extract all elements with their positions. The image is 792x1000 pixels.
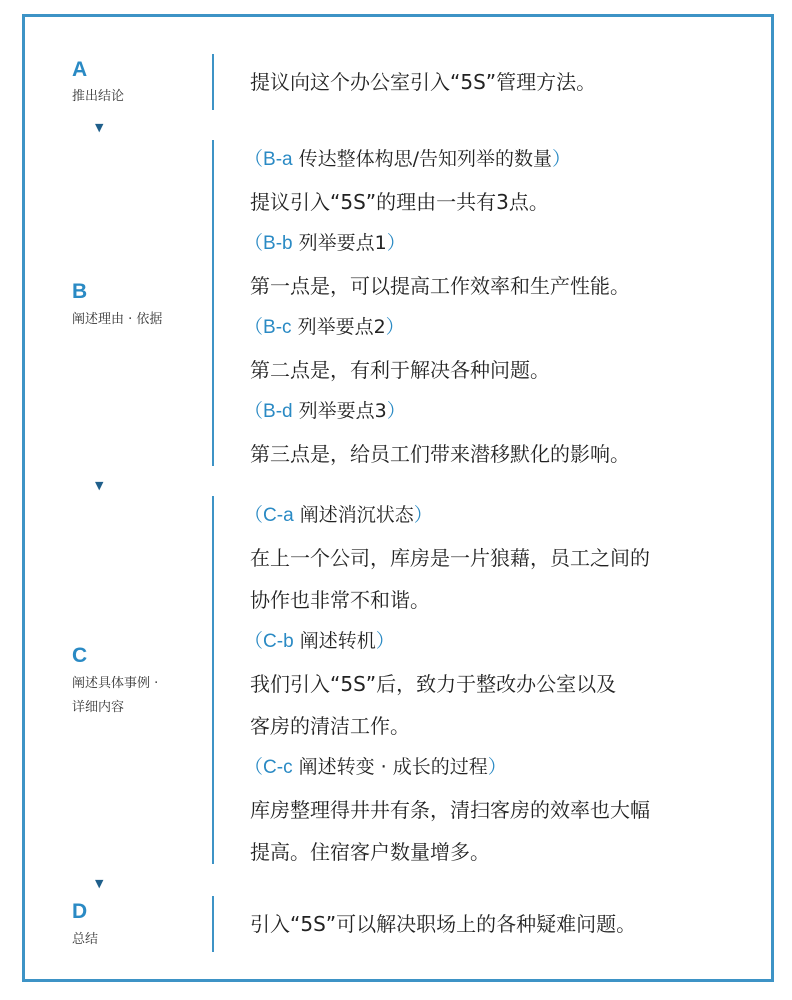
b-a-text: 提议引入“5S”的理由一共有3点。 bbox=[250, 190, 549, 214]
c-b-text-line1: 我们引入“5S”后，致力于整改办公室以及 bbox=[250, 672, 617, 696]
b-b-text: 第一点是，可以提高工作效率和生产性能。 bbox=[250, 274, 630, 298]
section-c-label-line2: 详细内容 bbox=[72, 700, 125, 715]
section-c-divider bbox=[212, 496, 214, 864]
c-b-subheading: （C-b 阐述转机） bbox=[244, 630, 395, 652]
c-a-text-line2: 协作也非常不和谐。 bbox=[250, 588, 430, 612]
section-a-label: 推出结论 bbox=[72, 89, 125, 104]
section-d-letter: D bbox=[72, 900, 88, 923]
section-d-label: 总结 bbox=[72, 932, 99, 947]
c-c-subheading: （C-c 阐述转变 · 成长的过程） bbox=[244, 756, 507, 778]
c-a-text-line1: 在上一个公司，库房是一片狼藉，员工之间的 bbox=[250, 546, 650, 570]
b-c-text: 第二点是，有利于解决各种问题。 bbox=[250, 358, 550, 382]
section-a-letter: A bbox=[72, 58, 88, 81]
b-c-subheading: （B-c 列举要点2） bbox=[244, 316, 405, 338]
section-b-letter: B bbox=[72, 280, 88, 303]
section-c-letter: C bbox=[72, 644, 88, 667]
arrow-down-icon: ▼ bbox=[95, 877, 104, 890]
section-a-divider bbox=[212, 54, 214, 110]
section-d-text: 引入“5S”可以解决职场上的各种疑难问题。 bbox=[250, 912, 637, 936]
b-d-subheading: （B-d 列举要点3） bbox=[244, 400, 406, 422]
b-d-text: 第三点是，给员工们带来潜移默化的影响。 bbox=[250, 442, 630, 466]
section-d-divider bbox=[212, 896, 214, 952]
arrow-down-icon: ▼ bbox=[95, 121, 104, 134]
c-b-text-line2: 客房的清洁工作。 bbox=[250, 714, 410, 738]
c-c-text-line2: 提高。住宿客户数量增多。 bbox=[250, 840, 490, 864]
b-b-subheading: （B-b 列举要点1） bbox=[244, 232, 406, 254]
section-b-divider bbox=[212, 140, 214, 466]
section-c-label-line1: 阐述具体事例 · bbox=[72, 676, 159, 691]
section-b-label: 阐述理由 · 依据 bbox=[72, 312, 163, 327]
c-c-text-line1: 库房整理得井井有条，清扫客房的效率也大幅 bbox=[250, 798, 650, 822]
section-a-text: 提议向这个办公室引入“5S”管理方法。 bbox=[250, 70, 597, 94]
arrow-down-icon: ▼ bbox=[95, 479, 104, 492]
b-a-subheading: （B-a 传达整体构思/告知列举的数量） bbox=[244, 148, 572, 170]
c-a-subheading: （C-a 阐述消沉状态） bbox=[244, 504, 433, 526]
